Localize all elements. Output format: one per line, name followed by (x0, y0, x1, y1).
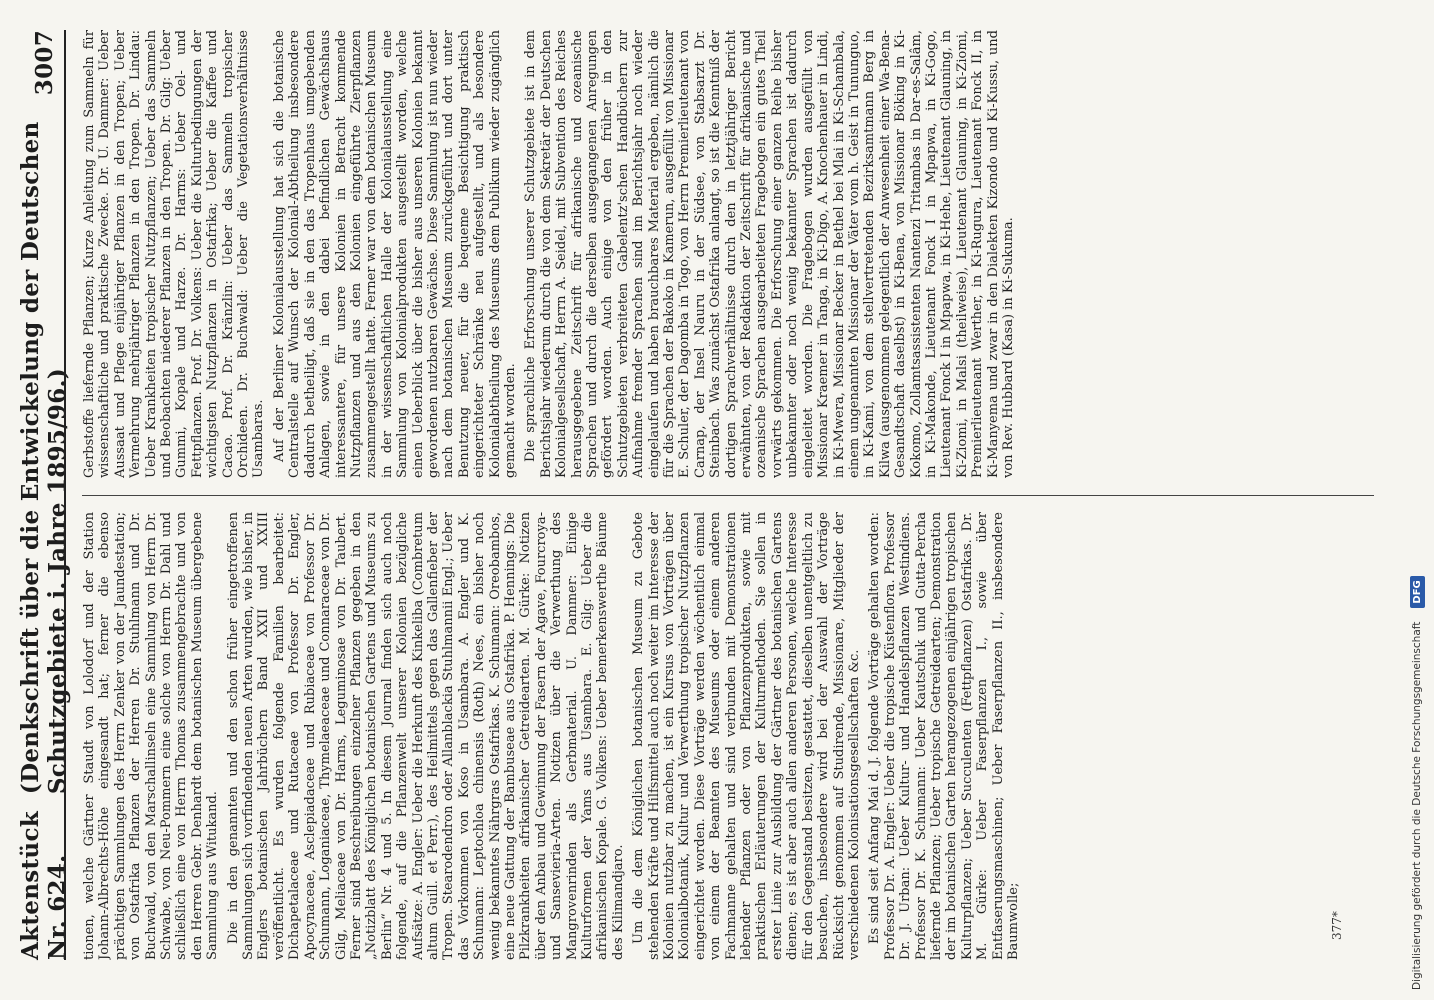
digitization-credit (1400, 0, 1434, 1000)
paragraph: tionen, welche Gärtner Staudt von Lolodorf und der Station Johann-Albrechts-Höhe eingesandt hat; ferner die ebenso prächtigen Sammlungen des Herrn Zenker von der Jaundestation; von Ostafrika Pflanzen der Herren Dr. Stuhlmann und Dr. Buchwald, von den Marschallinseln eine Sammlung von Herrn Dr. Schwabe, von Neu-Pommern eine solche von Herrn Dr. Dahl und schließlich eine von Herrn Thomas zusammengebrachte und von den Herren Gebr. Denhardt dem botanischen Museum übergebene Sammlung aus Witukand. (82, 512, 221, 960)
column-divider (82, 495, 1374, 496)
paragraph: Die sprachliche Erforschung unserer Schutzgebiete ist in dem Berichtsjahr wiederum durch die von dem Sekretär der Deutschen Kolonialgesellschaft, Herrn A. Seidel, mit Subvention des Reiches herausgegebene Zeitschrift für afrikanische und ozeanische Sprachen und durch die derselben ausgegangenen Anregungen gefördert worden. Auch einige von den früher in den Schutzgebieten verbreiteten Gabelentz'schen Handbüchern zur Aufnahme fremder Sprachen sind im Berichtsjahr noch wieder eingelaufen und haben brauchbares Material ergeben, nämlich die für die Sprachen der Bakoko in Kamerun, ausgefüllt von Missionar E. Schuler, der Dagomba in Togo, von Herrn Premierlieutenant von Carnap, der Insel Nauru in der Südsee, von Stabsarzt Dr. Steinbach. Was zunächst Ostafrika anlangt, so ist die Kenntniß der dortigen Sprachverhältnisse durch den in letztjähriger Bericht erwähnten, von der Redaktion der Zeitschrift für afrikanische und ozeanische Sprachen ausgearbeiteten Fragebogen ein gutes Theil vorwärts gekommen. Die Erforschung einer ganzen Reihe bisher unbekannter oder noch wenig bekannter Sprachen ist dadurch eingeleitet worden. Die Fragebogen wurden ausgefüllt von Missionar Kraemer in Tanga, in Ki-Digo, A. Knochenhauer in Lindi, in Ki-Mwera, Missionar Becker in Bethel bei Mlai in Ki-Schambala, einem ungenannten Missionar der Väter vom h. Geist in Tununguo, in Ki-Kami, von dem stellvertretenden Bezirksamtmann Berg in Kilwa (ausgenommen gelegentlich der Anwesenheit einer Wa-Bena-Gesandtschaft daselbst) in Ki-Bena, von Missionar Böking in Ki-Kokomo, Zollamtsassistenten Nantenzi Tritambas in Dar-es-Salâm, in Ki-Makonde, Lieutenant Fonck I in Mpapwa, in Ki-Gogo, Lieutenant Fonck I in Mpapwa, in Ki-Hehe, Lieutenant Glauning, in Ki-Ziomi, in Malsi (theilweise), Lieutenant Glauning, in Ki-Ziomi, Premierlieutenant Werther, in Ki-Rugura, Lieutenant Fonck II, in Ki-Manyema und zwar in den Dialekten Kizondo und Ki-Kussu, und von Rev. Hubbard (Kasa) in Ki-Sukuma. (523, 30, 1016, 478)
page-number: 3007 (30, 30, 58, 96)
dfg-logo: DFG (1410, 576, 1425, 607)
header-rule (64, 30, 66, 960)
paragraph: Es sind seit Anfang Mai d. J. folgende Vorträge gehalten worden: Professor Dr. A. Engler: Ueber die tropische Küstenflora. Professor Dr. J. Urban: Ueber Kultur- und Handelspflanzen Westindiens. Professor Dr. K. Schumann: Ueber Kautschuk und Gutta-Percha liefernde Pflanzen; Ueber tropische Getreidearten; Demonstration der im botanischen Garten herangezogenen einjährigen tropischen Kulturpflanzen; Ueber Succulenten (Fettpflanzen) Ostafrikas. Dr. M. Gürke: Ueber Faserpflanzen I., sowie über Entfaserungsmaschinen; Ueber Faserpflanzen II., insbesondere Baumwolle; (867, 512, 1021, 960)
text-column-left (82, 512, 1374, 960)
folio-note: 377* (1330, 911, 1344, 940)
paragraph: Um die dem Königlichen botanischen Museum zu Gebote stehenden Kräfte und Hilfsmittel auch noch weiter im Interesse der Kolonien nutzbar zu machen, ist ein Kursus von Vorträgen über Kolonialbotanik, Kultur und Verwerthung tropischer Nutzpflanzen eingerichtet worden. Diese Vorträge werden wöchentlich einmal von einem der Beamten des Museums oder einem anderen Fachmanne gehalten und sind verbunden mit Demonstrationen lebender Pflanzen oder von Pflanzenprodukten, sowie mit praktischen Erläuterungen der Kulturmethoden. Sie sollen in erster Linie zur Ausbildung der Gärtner des botanischen Gartens dienen; es ist aber auch allen anderen Personen, welche Interesse für den Gegenstand besitzen, gestattet, dieselben unentgeltlich zu besuchen, insbesondere wird bei der Auswahl der Vorträge Rücksicht genommen auf Studirende, Missionare, Mitglieder der verschiedenen Kolonisationsgesellschaften &c. (631, 512, 862, 960)
digitization-credit-strip (1400, 0, 1434, 1000)
text-column-right (82, 30, 1374, 478)
header-document-number: Aktenstück Nr. 624. (17, 811, 71, 960)
paragraph: Die in den genannten und den schon früher eingetroffenen Sammlungen sich vorfindenden neuen Arten wurden, wie bisher, in Englers botanischen Jahrbüchern Band XXII und XXIII veröffentlicht. Es wurden folgende Familien bearbeitet: Dichapetalaceae und Rutaceae von Professor Dr. Engler, Apocynaceae, Asclepiadaceae und Rubiaceae von Professor Dr. Schumann, Loganiaceae, Thymelaeaceae und Connaraceae von Dr. Gilg, Meliaceae von Dr. Harms, Leguminosae von Dr. Taubert. Ferner sind Beschreibungen einzelner Pflanzen gegeben in den „Notizblatt des Königlichen botanischen Gartens und Museums zu Berlin“ Nr. 4 und 5. In diesem Journal finden sich auch noch folgende, auf die Pflanzenwelt unserer Kolonien bezügliche Aufsätze: A. Engler: Ueber die Herkunft des Kinkeliba (Combretum altum Guill. et Perr.), des Heilmittels gegen das Gallenfieber der Tropen. Stearodendron oder Allanblackia Stuhlmannii Engl.; Ueber das Vorkommen von Koso in Usambara. A. Engler und K. Schumann: Leptochloa chinensis (Roth) Nees, ein bisher noch wenig bekanntes Nährgras Ostafrikas. K. Schumann: Oreobambos, eine neue Gattung der Bambuseae aus Ostafrika. P. Hennings: Die Pilzkrankheiten afrikanischer Getreidearten. M. Gürke: Notizen über den Anbau und Gewinnung der Fasern der Agave, Fourcroya- und Sansevieria-Arten. Notizen über die Verwerthung des Mangrovenrinden als Gerbmaterial. U. Dammer: Einige Kulturformen der Yams aus Usambara. E. Gilg: Ueber die afrikanischen Kopale. G. Volkens: Ueber bemerkenswerthe Bäume des Kilimandjaro. (225, 512, 626, 960)
digitization-credit-text: Digitalisierung gefördert durch die Deutsche Forschungsgemeinschaft (1411, 621, 1423, 990)
header-title: (Denkschrift über die Entwickelung der Deutschen Schutzgebiete i. Jahre 1895/96.) (17, 121, 71, 795)
paragraph: Auf der Berliner Kolonialausstellung hat sich die botanische Centralstelle auf Wunsch der Kolonial-Abtheilung insbesondere dadurch betheiligt, daß sie in den das Tropenhaus umgebenden Anlagen, sowie in den dabei befindlichen Gewächshaus interessantere, für unsere Kolonien in Betracht kommende Nutzpflanzen und aus den Kolonien eingeführte Zierpflanzen zusammengestellt hatte. Ferner war von dem botanischen Museum in der wissenschaftlichen Halle der Kolonialausstellung eine Sammlung von Kolonialprodukten ausgestellt worden, welche einen Ueberblick über die bisher aus unseren Kolonien bekannt gewordenen nutzbaren Gewächse. Diese Sammlung ist nun wieder nach dem botanischen Museum zurückgeführt und dort unter Benutzung neuer, für die bequeme Besichtigung praktisch eingerichteter Schränke neu aufgestellt, und als besondere Kolonialabtheilung des Museums dem Publikum wieder zugänglich gemacht worden. (271, 30, 518, 478)
page-header (17, 30, 71, 960)
paragraph: Gerbstoffe liefernde Pflanzen; Kurze Anleitung zum Sammeln für wissenschaftliche und praktische Zwecke. Dr. U. Dammer: Ueber Aussaat und Pflege einjähriger Pflanzen in den Tropen; Ueber Vermehrung mehrjähriger Pflanzen in den Tropen. Dr. Lindau: Ueber Krankheiten tropischer Nutzpflanzen; Ueber das Sammeln und Beobachten niederer Pflanzen in den Tropen. Dr. Gilg: Ueber Gummi, Kopale und Harze. Dr. Harms: Ueber Oel- und Fettpflanzen. Prof. Dr. Volkens: Ueber die Kulturbedingungen der wichtigsten Nutzpflanzen in Ostafrika; Ueber die Kaffee und Cacao. Prof. Dr. Kränzlin: Ueber das Sammeln tropischer Orchideen. Dr. Buchwald: Ueber die Vegetationsverhältnisse Usambaras. (82, 30, 267, 478)
